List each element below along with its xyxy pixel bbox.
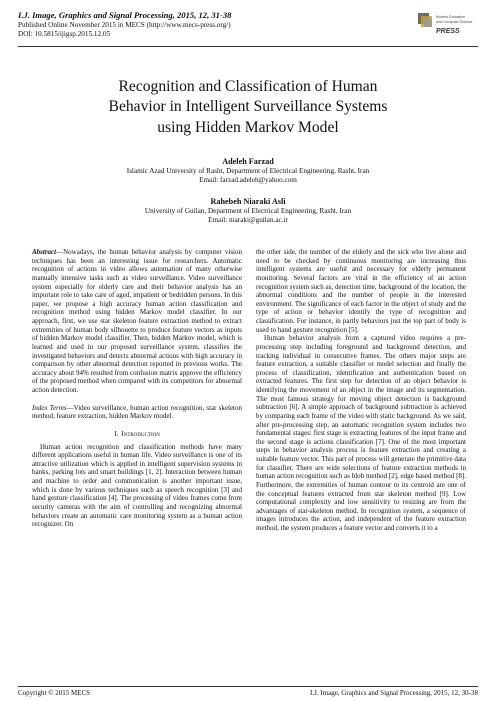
title-line-1: Recognition and Classification of Human (118, 78, 378, 95)
abstract (32, 248, 242, 395)
paper-title (40, 77, 456, 138)
title-line-2: Behavior in Intelligent Surveillance Systems (108, 98, 388, 116)
author-affiliation-2: University of Guilan, Department of Electrical Engineering, Rasht, Iran (144, 207, 352, 215)
abstract-label: Abstract (32, 248, 57, 256)
title-line-3: using Hidden Markov Model (157, 118, 339, 136)
section-title: Introduction (121, 429, 160, 438)
footer-copyright: Copyright © 2015 MECS (18, 689, 91, 697)
journal-citation: I.J. Image, Graphics and Signal Processing, 2015, 12, 31-38 (18, 10, 232, 20)
author-name-2: Rahebeh Niaraki Asli (210, 197, 286, 206)
doi-line: DOI: 10.5815/ijigsp.2015.12.05 (18, 30, 111, 38)
footer-citation: I.J. Image, Graphics and Signal Processing, 2015, 12, 30-38 (310, 689, 478, 697)
logo-brand: PRESS (436, 28, 460, 35)
intro-paragraph-1: Human action recognition and classification methods have many different applications useful in human life. Video surveillance is one of its attractive utilization which is applied in intelligent supervision systems in banks, parking lots and smart buildings [1, 2]. Interaction between human and machine to order and communication is another important issue, which is done by various techniques such as speech recognition [3] and hand gesture classification [4]. The processing of video frames come from security cameras with the aim of controlling and recognizing abnormal behaviors create an automatic care monitoring system as a human action recognizer. On (32, 442, 242, 529)
header-rule (18, 46, 478, 47)
page-header (18, 10, 478, 44)
author-email-1[interactable]: Email: farzad.adeleh@yahoo.com (199, 176, 297, 184)
index-terms-label: Index Terms (32, 403, 67, 412)
footer-rule (18, 686, 478, 687)
author-email-2[interactable]: Email: niaraki@guilan.ac.ir (208, 216, 288, 224)
mecs-publisher-logo-icon (416, 10, 478, 40)
abstract-text: —Nowadays, the human behavior analysis by computer vision techniques has been an interesting issue for researchers. Automatic recognition of actions in video allows automation of many otherwise manually intensive tasks such as video surveillance. Video surveillance system especially for elderly care and their behavior analysis has an important role to take care of aged, impatient or bedridden persons. In this paper, we propose a high accuracy human action classification and recognition method using hidden Markov model classifier. In our approach, first, we use star skeleton feature extraction method to extract extremities of human body silhouette to produce feature vectors as inputs of hidden Markov model classifier. Then, hidden Markov model, which is learned and used in our proposed surveillance system, classifies the investigated behaviors and detects abnormal actions with high accuracy in comparison by other abnormal detection reported in previous works. The accuracy about 94% resulted from confusion matrix approve the efficiency of the proposed method when compared with its competitors for abnormal action detection. (32, 248, 242, 394)
author-name-1: Adeleh Farzad (222, 157, 274, 166)
intro-paragraph-1-continued: the other side, the number of the elderly and the sick who live alone and need to be checked by continuous monitoring are increasing thus intelligent systems are useful and necessary for elderly permanent monitoring. Several factors are vital in the efficiency of an action recognition system such as, detection time, background of the location, the abnormal conditions and the number of people in the interested environment. The significance of each factor in the object of study and the type of action or behavior identify the type of recognition and classification. For instance, in partly behaviors just the top part of body is used to hand gesture recognition [5]. (256, 248, 466, 334)
logo-line1: Modern Education (436, 15, 466, 19)
index-terms (32, 404, 242, 421)
section-heading-introduction (32, 430, 242, 439)
index-terms-text: —Video surveillance, human action recognition, star skeleton method, feature extraction, hidden Markov model. (32, 403, 243, 421)
logo-square-light (424, 19, 432, 27)
logo-line2: and Computer Science (436, 20, 473, 24)
right-column (256, 248, 466, 533)
author-affiliation-1: Islamic Azad University of Rasht, Department of Electrical Engineering, Rasht, Iran (126, 167, 370, 175)
publication-line: Published Online November 2015 in MECS (http://www.mecs-press.org/) (18, 21, 231, 29)
left-column (32, 248, 242, 529)
intro-paragraph-2: Human behavior analysis from a captured video requires a pre-processing step including foreground and background detection, and tracking individual in consecutive frames. The others major steps are feature extraction, a suitable classifier or model selection and finally the process of classification, identification and authentication based on extracted features. The first step for detection of an object behavior is identifying the movement of an object in the image and its segmentation. The most famous strategy for moving object detection is background subtraction [6]. A simple approach of background subtraction is achieved by comparing each frame of the video with static background. As we said, after pre-processing step, an automatic recognition system includes two fundamental stages: first stage is extracting features of the input frame and the second stage is actions classification [7]. One of the most important steps in behavior analysis process is feature extraction and creating a suitable feature vector. This part of process will generate the primitive data for classifier. There are wide selections of feature extraction methods in human action recognition such as blob method [2], edge based method [8]. Furthermore, the extremities of human contour to its centroid are one of the conceptual features extracted from star skeleton method [9]. Low computational complexity and low sensitivity to resizing are from the advantages of star-skeleton method. In recognition system, a sequence of images introduces the action, and independent of the feature extraction method, the system produces a feature vector and converts it to a (256, 334, 466, 532)
section-number: I. (114, 429, 119, 438)
